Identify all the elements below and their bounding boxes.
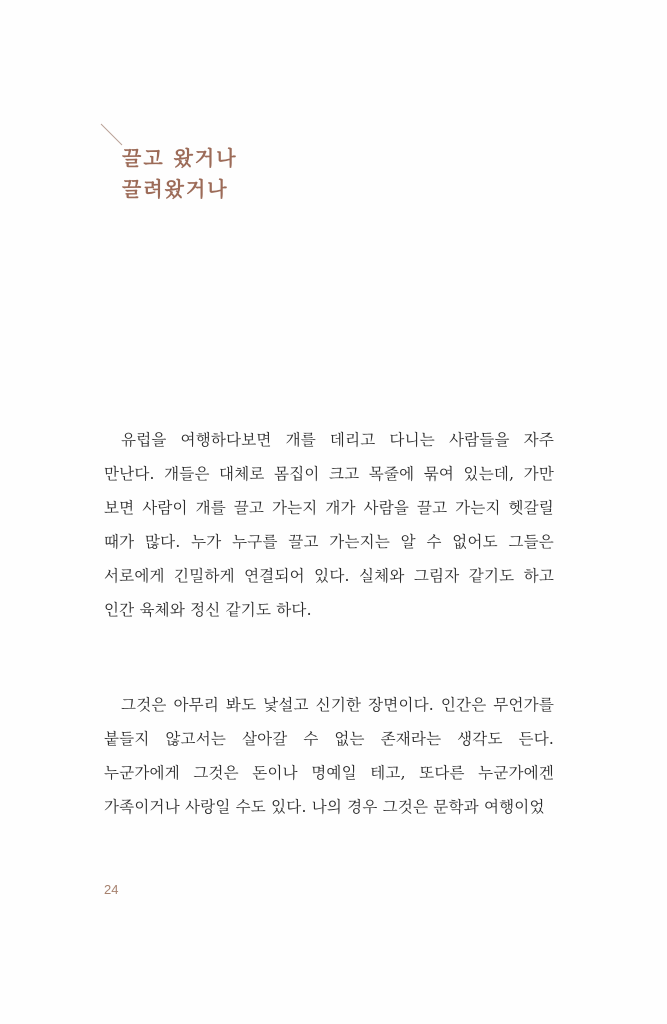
page-number: 24 (104, 882, 119, 897)
chapter-title (122, 143, 238, 205)
body-paragraph-2: 그것은 아무리 봐도 낯설고 신기한 장면이다. 인간은 무언가를 붙들지 않고서는 살아갈 수 없는 존재라는 생각도 든다. 누군가에게 그것은 돈이나 명예일 테고, 또다른 누군가에겐 가족이거나 사랑일 수도 있다. 나의 경우 그것은 문학과 여행이었 (104, 696, 554, 816)
chapter-title-line-1: 끌고 왔거나 (122, 146, 238, 170)
decorative-diagonal-line (101, 124, 123, 146)
chapter-title-line-2: 끌려왔거나 (122, 177, 229, 201)
body-paragraph-1: 유럽을 여행하다보면 개를 데리고 다니는 사람들을 자주 만난다. 개들은 대체로 몸집이 크고 목줄에 묶여 있는데, 가만 보면 사람이 개를 끌고 가는지 개가 사람을 끌고 가는지 헷갈릴 때가 많다. 누가 누구를 끌고 가는지는 알 수 없어도 그들은 서로에게 긴밀하게 연결되어 있다. 실체와 그림자 같기도 하고 인간 육체와 정신 같기도 하다. (104, 431, 554, 619)
